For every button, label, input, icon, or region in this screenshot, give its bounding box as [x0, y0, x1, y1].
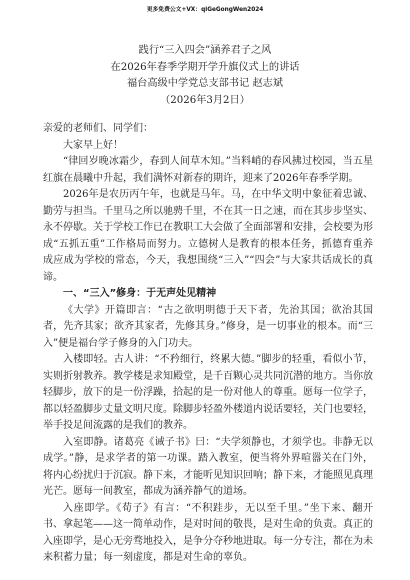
paragraph: 入座即学。《荀子》有言：“不积跬步，无以至千里。”坐下来、翻开书、拿起笔——这一简单动作，是对时间的敬畏，是对生命的负责。真正的入座即学，是心无旁骛地投入，是争分夺秒地进取。每一分专注，都在为未来积蓄力量；每一刻虚度，都是对生命的辜负。: [43, 502, 373, 563]
section-heading: 一、“三入”修身：于无声处见精神: [63, 288, 217, 299]
speaker-line: 福台高级中学党总支部书记 赵志斌: [126, 78, 284, 89]
paragraph: 2026年是农历丙午年，也就是马年。马，在中华文明中象征着忠诚、勤劳与担当。千里马之所以驰骋千里，不在其一日之速，而在其步步坚实、永不停歇。关于学校工作已在教职工大会做了全面部署和安排，会校要为形成“五抓五重”工作格局而努力。立德树人是教育的根本任务，抓德育重养成应成为学校的常态，今天，我想围绕“三入”“四会”与大家共话成长的真谛。: [43, 189, 373, 283]
paragraph: “律回岁晚冰霜少，春到人间草木知。”当料峭的春风拂过校园，当五星红旗在晨曦中升起，我们满怀对新春的期许，迎来了2026年春季学期。: [43, 156, 373, 184]
paragraph: 亲爱的老师们、同学们：: [43, 123, 153, 134]
speech-date: （2026年3月2日）: [160, 94, 250, 106]
speech-subtitle: 在2026年春季学期开学升旗仪式上的讲话: [110, 61, 300, 73]
speech-title: 践行“三入四会”涵养君子之风: [138, 45, 272, 56]
paragraph: 入室即静。诸葛亮《诫子书》曰：“夫学须静也，才须学也。非静无以成学。”静，是求学者的第一功课。踏入教室，便当将外界喧嚣关在门外，将内心纷扰归于沉寂。静下来，才能听见知识回响；静下来，才能照见真理光芒。愿每一间教室，都成为涵养静气的道场。: [43, 436, 373, 497]
paragraph: 入楼即轻。古人讲：“不矜细行，终累大德。”脚步的轻重，看似小节，实则折射教养。教学楼是求知殿堂，是千百颗心灵共同沉潜的地方。当你放轻脚步，放下的是一份浮躁，拾起的是一份对他人的尊重。愿每一位学子，都以轻盈脚步丈量文明尺度。除脚步轻盈外楼道内说话要轻，关门也要轻，举手投足间流露的是我们的教养。: [43, 354, 373, 431]
paragraph: 大家早上好！: [63, 139, 123, 151]
document-body: [43, 121, 373, 567]
title-block: [0, 43, 410, 109]
paragraph: 《大学》开篇即言：“古之欲明明德于天下者，先治其国；欲治其国者，先齐其家；欲齐其家者，先修其身。”修身，是一切事业的根本。而“三入”便是福台学子修身的入门功夫。: [43, 304, 373, 349]
header-note: 更多免费公文+VX：qiGeGongWen2024: [146, 7, 264, 13]
